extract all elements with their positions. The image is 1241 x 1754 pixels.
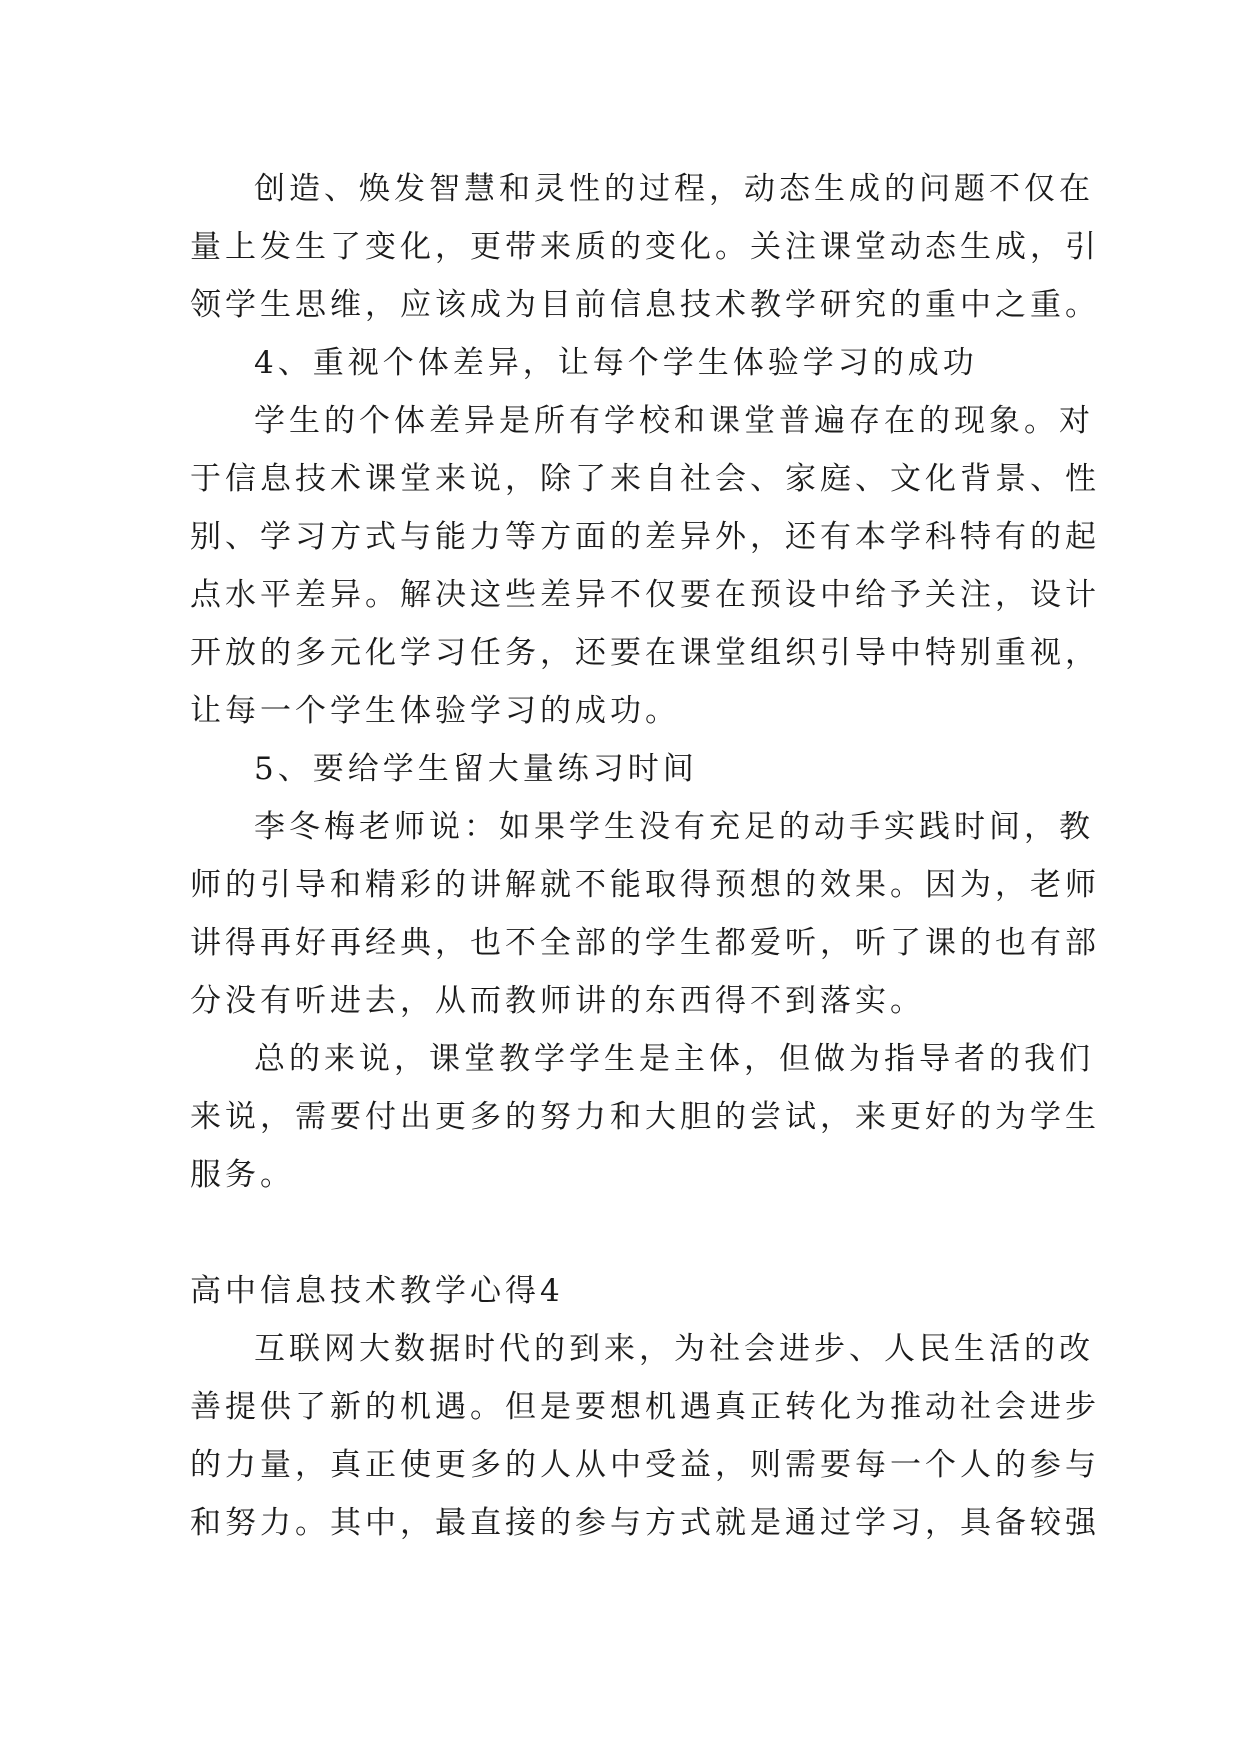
paragraph-line: 的力量，真正使更多的人从中受益，则需要每一个人的参与 <box>190 1447 1100 1483</box>
paragraph-line: 创造、焕发智慧和灵性的过程，动态生成的问题不仅在 <box>254 171 1094 207</box>
section-heading-4: 4、重视个体差异，让每个学生体验学习的成功 <box>254 345 978 381</box>
paragraph-line: 服务。 <box>190 1157 295 1193</box>
paragraph-line: 来说，需要付出更多的努力和大胆的尝试，来更好的为学生 <box>190 1099 1100 1135</box>
section-heading-5: 5、要给学生留大量练习时间 <box>254 751 698 787</box>
paragraph-line: 学生的个体差异是所有学校和课堂普遍存在的现象。对 <box>254 403 1094 439</box>
paragraph-line: 互联网大数据时代的到来，为社会进步、人民生活的改 <box>254 1331 1094 1367</box>
paragraph-line: 点水平差异。解决这些差异不仅要在预设中给予关注，设计 <box>190 577 1100 613</box>
paragraph-line: 和努力。其中，最直接的参与方式就是通过学习，具备较强 <box>190 1505 1100 1541</box>
paragraph-line: 领学生思维，应该成为目前信息技术教学研究的重中之重。 <box>190 287 1100 323</box>
paragraph-line: 量上发生了变化，更带来质的变化。关注课堂动态生成，引 <box>190 229 1100 265</box>
paragraph-line: 分没有听进去，从而教师讲的东西得不到落实。 <box>190 983 925 1019</box>
paragraph-line: 别、学习方式与能力等方面的差异外，还有本学科特有的起 <box>190 519 1100 555</box>
paragraph-line: 讲得再好再经典，也不全部的学生都爱听，听了课的也有部 <box>190 925 1100 961</box>
paragraph-line: 李冬梅老师说：如果学生没有充足的动手实践时间，教 <box>254 809 1094 845</box>
paragraph-line: 于信息技术课堂来说，除了来自社会、家庭、文化背景、性 <box>190 461 1100 497</box>
paragraph-line: 让每一个学生体验学习的成功。 <box>190 693 680 729</box>
document-body <box>190 160 1100 1552</box>
blank-line <box>190 1204 1050 1262</box>
paragraph-line: 师的引导和精彩的讲解就不能取得预想的效果。因为，老师 <box>190 867 1100 903</box>
paragraph-line: 开放的多元化学习任务，还要在课堂组织引导中特别重视， <box>190 635 1100 671</box>
document-title: 高中信息技术教学心得4 <box>190 1273 564 1309</box>
paragraph-line: 总的来说，课堂教学学生是主体，但做为指导者的我们 <box>254 1041 1094 1077</box>
paragraph-line: 善提供了新的机遇。但是要想机遇真正转化为推动社会进步 <box>190 1389 1100 1425</box>
